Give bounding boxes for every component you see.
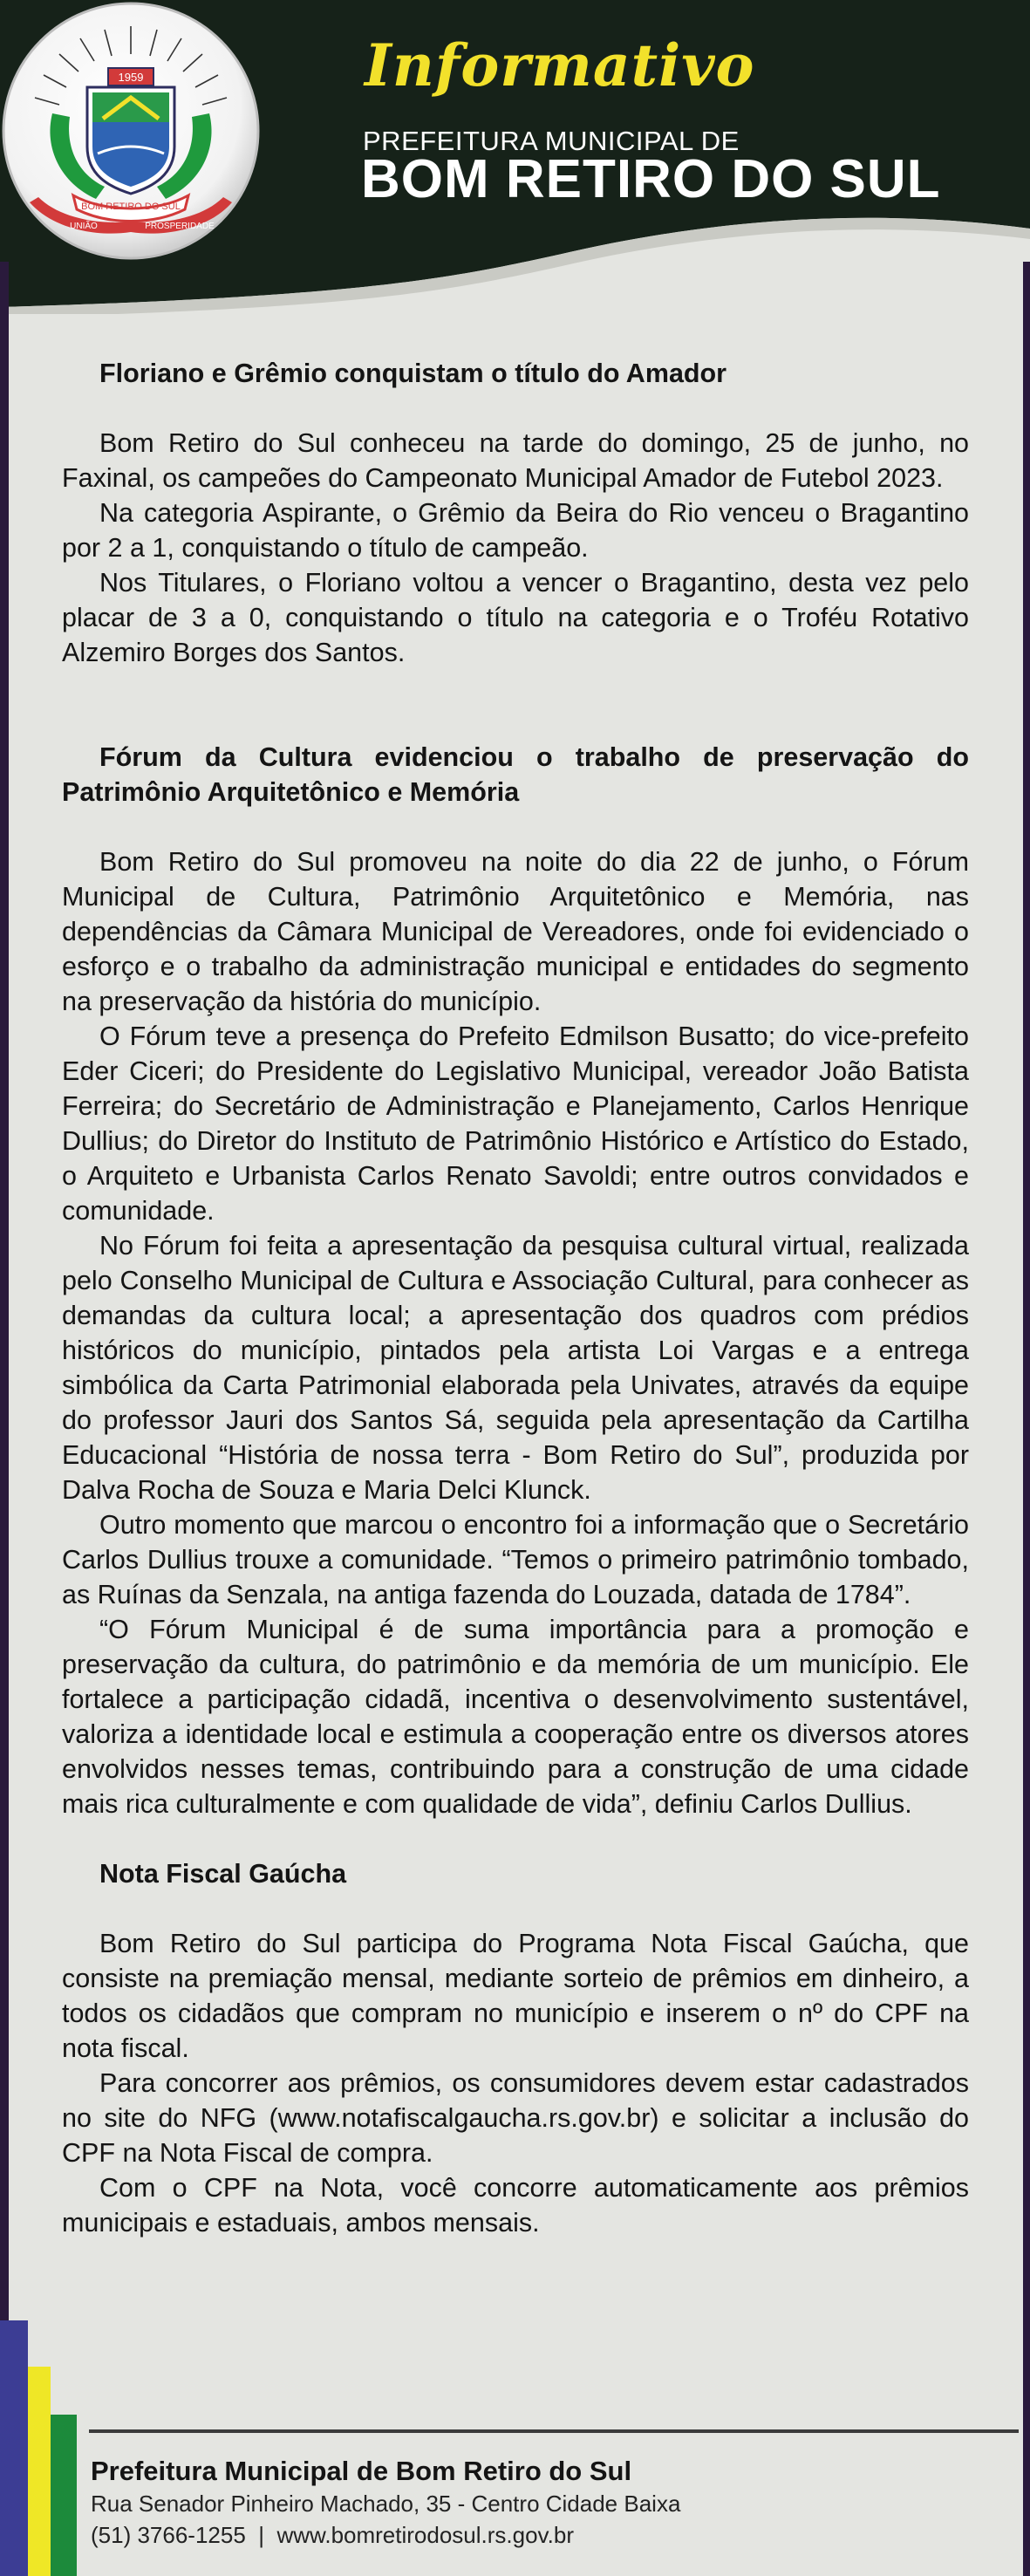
footer-divider [89,2429,1019,2433]
article-paragraph: “O Fórum Municipal é de suma importância para a promoção e preservação da cultura, do patrimônio e da memória de um município. Ele fortalece a participação cidadã, incentiva o desenvolvimento sustentável, valoriza a identidade local e estimula a cooperação entre os diversos atores envolvidos nesses temas, contribuindo para a construção de uma cidade mais rica culturalmente e com qualidade de vida”, definiu Carlos Dullius. [62,1615,969,1819]
article-paragraph: No Fórum foi feita a apresentação da pesquisa cultural virtual, realizada pelo Conselho Municipal de Cultura e Associação Cultural, para conhecer as demandas da cultura local; a apresentação dos quadros com prédios históricos do município, pintados pela artista Loi Vargas e a entrega simbólica da Carta Patrimonial elaborada pela Univates, através da equipe do professor Jauri dos Santos Sá, seguida pela apresentação da Cartilha Educacional “História de nossa terra - Bom Retiro do Sul”, produzida por Dalva Rocha de Souza e Maria Delci Klunck. [62,1231,969,1505]
article-paragraph: Bom Retiro do Sul participa do Programa Nota Fiscal Gaúcha, que consiste na premiação mensal, mediante sorteio de prêmios em dinheiro, a todos os cidadãos que compram no município e inserem o nº do CPF na nota fiscal. [62,1929,969,2063]
article-forum-cultura [62,740,969,1821]
header [0,0,1030,314]
article-paragraph: Outro momento que marcou o encontro foi a informação que o Secretário Carlos Dullius trouxe a comunidade. “Temos o primeiro patrimônio tombado, as Ruínas da Senzala, na antiga fazenda do Louzada, datada de 1784”. [62,1510,969,1609]
footer-title: Prefeitura Municipal de Bom Retiro do Sul [91,2456,632,2486]
article-title: Fórum da Cultura evidenciou o trabalho de preservação do Patrimônio Arquitetônico e Memória [62,742,969,807]
footer-contact: (51) 3766-1255 | www.bomretirodosul.rs.gov.br [91,2522,574,2548]
article-paragraph: Para concorrer aos prêmios, os consumidores devem estar cadastrados no site do NFG (www.notafiscalgaucha.rs.gov.br) e solicitar a inclusão do CPF na Nota Fiscal de compra. [62,2068,969,2168]
article-paragraph: Bom Retiro do Sul conheceu na tarde do domingo, 25 de junho, no Faxinal, os campeões do Campeonato Municipal Amador de Futebol 2023. [62,428,969,493]
yellow-stripe [28,2367,51,2576]
article-paragraph: O Fórum teve a presença do Prefeito Edmilson Busatto; do vice-prefeito Eder Ciceri; do Presidente do Legislativo Municipal, vereador João Batista Ferreira; do Secretário de Administração e Planejamento, Carlos Henrique Dullius; do Diretor do Instituto de Patrimônio Histórico e Artístico do Estado, o Arquiteto e Urbanista Carlos Renato Savoldi; entre outros convidados e comunidade. [62,1022,969,1226]
article-paragraph: Bom Retiro do Sul promoveu na noite do dia 22 de junho, o Fórum Municipal de Cultura, Patrimônio Arquitetônico e Memória, nas dependências da Câmara Municipal de Vereadores, onde foi evidenciado o esforço e o trabalho da administração municipal e entidades do segmento na preservação da história do município. [62,847,969,1016]
article-paragraph: Com o CPF na Nota, você concorre automaticamente aos prêmios municipais e estaduais, ambos mensais. [62,2173,969,2238]
footer-address: Rua Senador Pinheiro Machado, 35 - Centro Cidade Baixa [91,2491,681,2517]
right-frame-border [1023,262,1030,2576]
logo-year: 1959 [118,71,144,84]
color-stripes [0,2320,78,2576]
informativo-title: Informativo [365,31,755,99]
article-paragraph: Na categoria Aspirante, o Grêmio da Beira do Rio venceu o Bragantino por 2 a 1, conquistando o título de campeão. [62,498,969,563]
municipal-coat-of-arms-logo [0,0,262,262]
article-title: Nota Fiscal Gaúcha [99,1859,347,1889]
city-name: BOM RETIRO DO SUL [361,149,941,209]
prefeitura-subtitle: PREFEITURA MUNICIPAL DE [363,126,740,156]
article-title: Floriano e Grêmio conquistam o título do Amador [99,359,727,388]
green-stripe [51,2415,77,2576]
article-nota-fiscal [62,1856,969,2240]
logo-ribbon-right: PROSPERIDADE [145,222,215,231]
article-amador [62,356,969,670]
logo-ribbon-left: UNIÃO [70,222,98,231]
blue-stripe [0,2320,28,2576]
article-paragraph: Nos Titulares, o Floriano voltou a vencer o Bragantino, desta vez pelo placar de 3 a 0, conquistando o título na categoria e o Troféu Rotativo Alzemiro Borges dos Santos. [62,568,969,667]
logo-banner-text: BOM RETIRO DO SUL [81,202,181,212]
footer [91,2455,680,2551]
left-frame-border [0,262,9,2576]
articles [62,356,969,2240]
